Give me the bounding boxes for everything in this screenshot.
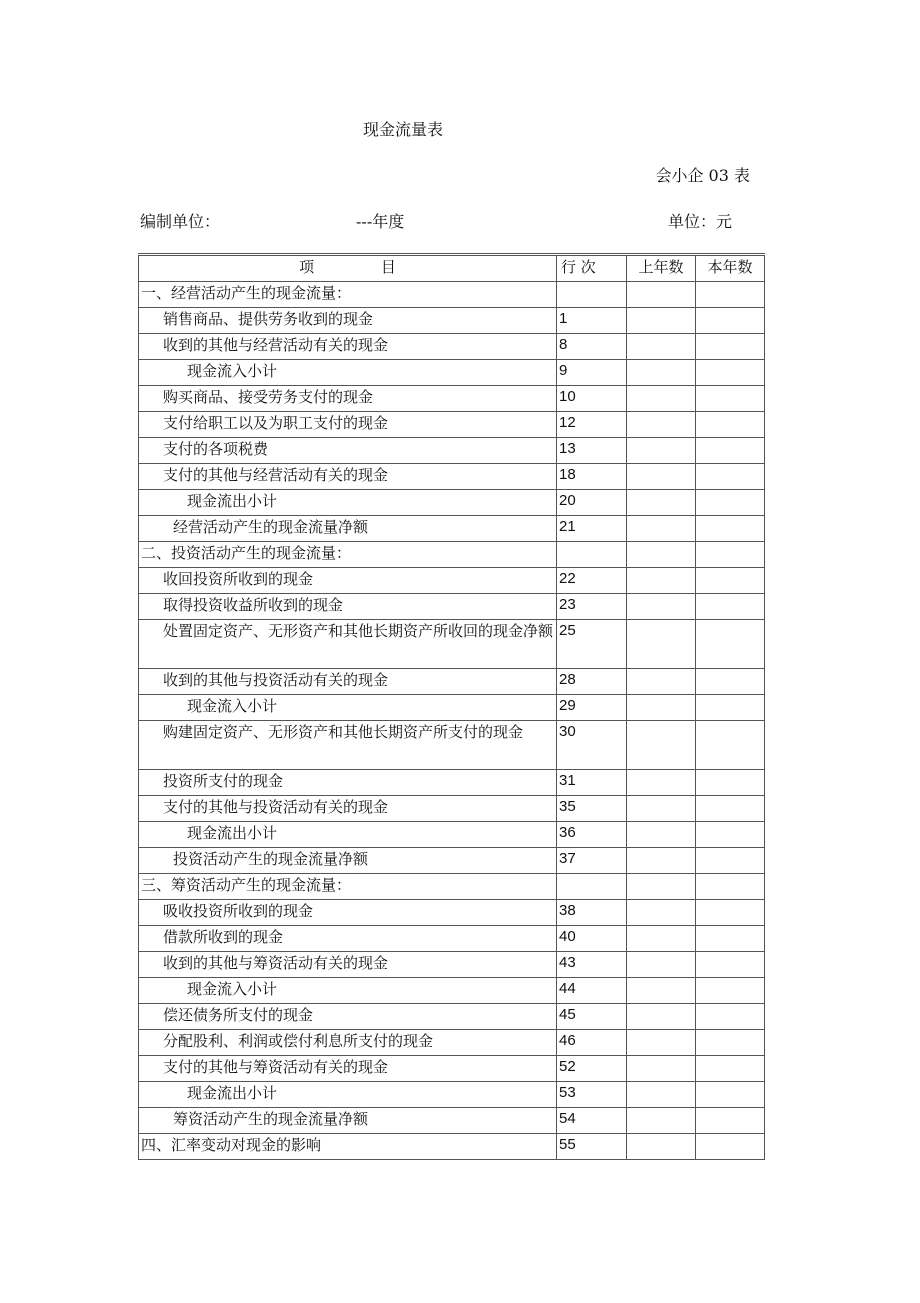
table-row [139,282,765,308]
row-item-label: 收到的其他与投资活动有关的现金 [139,669,557,695]
prev-year-cell[interactable] [627,978,696,1004]
row-number [557,282,627,308]
table-header-row [139,255,765,282]
curr-year-cell[interactable] [696,952,765,978]
row-number: 8 [557,334,627,360]
row-number: 21 [557,516,627,542]
curr-year-cell[interactable] [696,568,765,594]
row-number: 31 [557,770,627,796]
row-item-label: 购建固定资产、无形资产和其他长期资产所支付的现金 [139,721,557,770]
table-row [139,334,765,360]
table-row [139,669,765,695]
row-item-label: 经营活动产生的现金流量净额 [139,516,557,542]
row-item-label: 现金流入小计 [139,978,557,1004]
table-row [139,796,765,822]
row-number [557,874,627,900]
prev-year-cell[interactable] [627,282,696,308]
row-number: 29 [557,695,627,721]
row-number: 43 [557,952,627,978]
curr-year-cell[interactable] [696,1030,765,1056]
curr-year-cell[interactable] [696,438,765,464]
prev-year-cell[interactable] [627,1082,696,1108]
curr-year-cell[interactable] [696,721,765,770]
row-item-label: 三、筹资活动产生的现金流量： [139,874,557,900]
table-row [139,542,765,568]
year-label: ---年度 [356,212,405,231]
prev-year-cell[interactable] [627,594,696,620]
row-item-label: 收回投资所收到的现金 [139,568,557,594]
curr-year-cell[interactable] [696,620,765,669]
row-number: 44 [557,978,627,1004]
row-item-label: 四、汇率变动对现金的影响 [139,1134,557,1160]
row-number: 22 [557,568,627,594]
table-row [139,1134,765,1160]
prev-year-cell[interactable] [627,620,696,669]
prev-year-cell[interactable] [627,490,696,516]
curr-year-cell[interactable] [696,386,765,412]
prev-year-cell[interactable] [627,1134,696,1160]
prev-year-cell[interactable] [627,952,696,978]
table-row [139,568,765,594]
table-row [139,721,765,770]
header-row-no: 行 次 [557,255,627,282]
curr-year-cell[interactable] [696,874,765,900]
row-number: 36 [557,822,627,848]
row-item-label: 支付的其他与经营活动有关的现金 [139,464,557,490]
row-item-label: 收到的其他与筹资活动有关的现金 [139,952,557,978]
table-row [139,412,765,438]
prev-year-cell[interactable] [627,669,696,695]
cash-flow-table [138,253,765,1160]
row-item-label: 取得投资收益所收到的现金 [139,594,557,620]
row-item-label: 收到的其他与经营活动有关的现金 [139,334,557,360]
curr-year-cell[interactable] [696,412,765,438]
row-number: 25 [557,620,627,669]
curr-year-cell[interactable] [696,282,765,308]
row-item-label: 支付的其他与投资活动有关的现金 [139,796,557,822]
row-item-label: 支付给职工以及为职工支付的现金 [139,412,557,438]
table-row [139,695,765,721]
row-item-label: 投资活动产生的现金流量净额 [139,848,557,874]
row-number: 12 [557,412,627,438]
curr-year-cell[interactable] [696,848,765,874]
curr-year-cell[interactable] [696,900,765,926]
row-number: 38 [557,900,627,926]
prev-year-cell[interactable] [627,386,696,412]
prev-year-cell[interactable] [627,568,696,594]
unit-label: 单位：元 [668,212,733,231]
table-row [139,952,765,978]
table-row [139,848,765,874]
row-number: 55 [557,1134,627,1160]
prev-year-cell[interactable] [627,1108,696,1134]
prev-year-cell[interactable] [627,464,696,490]
curr-year-cell[interactable] [696,594,765,620]
header-prev-year: 上年数 [627,255,696,282]
org-label: 编制单位： [140,212,221,231]
row-number: 52 [557,1056,627,1082]
table-row [139,1004,765,1030]
curr-year-cell[interactable] [696,822,765,848]
curr-year-cell[interactable] [696,770,765,796]
table-row [139,1082,765,1108]
row-item-label: 偿还债务所支付的现金 [139,1004,557,1030]
row-number: 35 [557,796,627,822]
page-title: 现金流量表 [363,120,444,139]
row-item-label: 销售商品、提供劳务收到的现金 [139,308,557,334]
table-row [139,900,765,926]
curr-year-cell[interactable] [696,669,765,695]
row-number: 20 [557,490,627,516]
prev-year-cell[interactable] [627,926,696,952]
row-number [557,542,627,568]
prev-year-cell[interactable] [627,308,696,334]
prev-year-cell[interactable] [627,874,696,900]
row-number: 1 [557,308,627,334]
prev-year-cell[interactable] [627,695,696,721]
prev-year-cell[interactable] [627,848,696,874]
row-number: 30 [557,721,627,770]
table-row [139,1108,765,1134]
table-row [139,926,765,952]
row-item-label: 支付的其他与筹资活动有关的现金 [139,1056,557,1082]
row-item-label: 借款所收到的现金 [139,926,557,952]
header-curr-year: 本年数 [696,255,765,282]
table-row [139,516,765,542]
row-item-label: 分配股利、利润或偿付利息所支付的现金 [139,1030,557,1056]
table-row [139,1056,765,1082]
prev-year-cell[interactable] [627,721,696,770]
row-number: 9 [557,360,627,386]
row-item-label: 现金流出小计 [139,490,557,516]
prev-year-cell[interactable] [627,334,696,360]
prev-year-cell[interactable] [627,516,696,542]
table-row [139,594,765,620]
curr-year-cell[interactable] [696,542,765,568]
curr-year-cell[interactable] [696,516,765,542]
table-row [139,308,765,334]
curr-year-cell[interactable] [696,464,765,490]
form-code: 会小企 03 表 [655,166,750,185]
prev-year-cell[interactable] [627,412,696,438]
row-item-label: 现金流入小计 [139,695,557,721]
row-item-label: 现金流出小计 [139,822,557,848]
row-number: 46 [557,1030,627,1056]
table-row [139,360,765,386]
curr-year-cell[interactable] [696,796,765,822]
row-item-label: 筹资活动产生的现金流量净额 [139,1108,557,1134]
row-number: 45 [557,1004,627,1030]
row-item-label: 投资所支付的现金 [139,770,557,796]
curr-year-cell[interactable] [696,1004,765,1030]
row-item-label: 购买商品、接受劳务支付的现金 [139,386,557,412]
row-number: 13 [557,438,627,464]
row-item-label: 二、投资活动产生的现金流量： [139,542,557,568]
table-row [139,770,765,796]
prev-year-cell[interactable] [627,770,696,796]
table-row [139,620,765,669]
curr-year-cell[interactable] [696,926,765,952]
prev-year-cell[interactable] [627,360,696,386]
table-row [139,874,765,900]
prev-year-cell[interactable] [627,1030,696,1056]
row-number: 37 [557,848,627,874]
table-row [139,978,765,1004]
curr-year-cell[interactable] [696,1134,765,1160]
prev-year-cell[interactable] [627,438,696,464]
prev-year-cell[interactable] [627,1056,696,1082]
table-row [139,386,765,412]
curr-year-cell[interactable] [696,1056,765,1082]
curr-year-cell[interactable] [696,308,765,334]
curr-year-cell[interactable] [696,1082,765,1108]
table-row [139,1030,765,1056]
prev-year-cell[interactable] [627,822,696,848]
curr-year-cell[interactable] [696,695,765,721]
row-number: 54 [557,1108,627,1134]
row-number: 23 [557,594,627,620]
row-item-label: 吸收投资所收到的现金 [139,900,557,926]
header-item: 项 目 [139,255,557,282]
prev-year-cell[interactable] [627,542,696,568]
row-number: 28 [557,669,627,695]
curr-year-cell[interactable] [696,1108,765,1134]
curr-year-cell[interactable] [696,334,765,360]
table-row [139,490,765,516]
table-row [139,438,765,464]
row-item-label: 现金流出小计 [139,1082,557,1108]
row-item-label: 支付的各项税费 [139,438,557,464]
row-number: 10 [557,386,627,412]
row-item-label: 处置固定资产、无形资产和其他长期资产所收回的现金净额 [139,620,557,669]
table-row [139,464,765,490]
row-number: 53 [557,1082,627,1108]
prev-year-cell[interactable] [627,1004,696,1030]
curr-year-cell[interactable] [696,978,765,1004]
curr-year-cell[interactable] [696,360,765,386]
row-item-label: 现金流入小计 [139,360,557,386]
table-row [139,822,765,848]
row-number: 18 [557,464,627,490]
curr-year-cell[interactable] [696,490,765,516]
row-item-label: 一、经营活动产生的现金流量： [139,282,557,308]
row-number: 40 [557,926,627,952]
prev-year-cell[interactable] [627,900,696,926]
prev-year-cell[interactable] [627,796,696,822]
